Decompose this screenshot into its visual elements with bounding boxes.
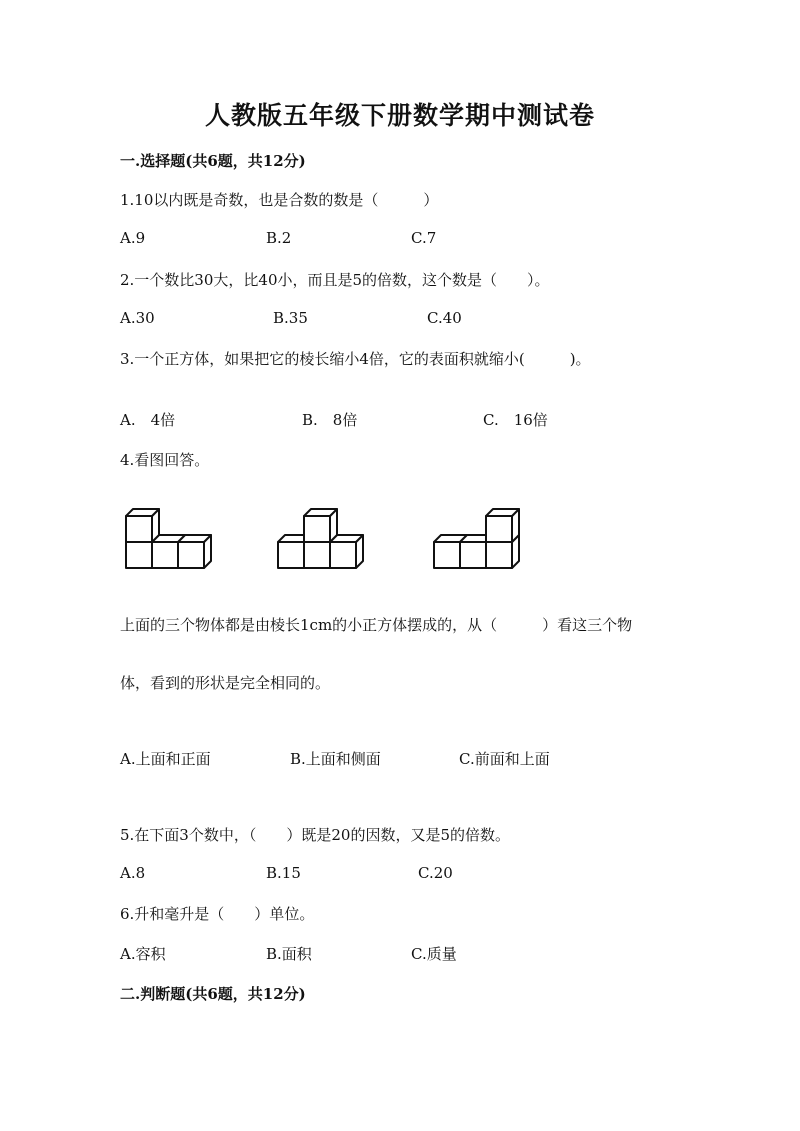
question-3: 3.一个正方体，如果把它的棱长缩小4倍，它的表面积就缩小( )。 — [120, 350, 591, 368]
q5-option-c: C.20 — [418, 864, 453, 882]
q2-option-b: B.35 — [273, 309, 308, 327]
q6-option-a: A.容积 — [120, 945, 166, 963]
page-title: 人教版五年级下册数学期中测试卷 — [204, 101, 595, 130]
question-4-text-line2: 体，看到的形状是完全相同的。 — [120, 674, 331, 692]
cube-figure-1 — [126, 509, 211, 568]
q2-option-c: C.40 — [427, 309, 462, 327]
q6-option-b: B.面积 — [266, 945, 312, 963]
question-6: 6.升和毫升是（ ）单位。 — [120, 905, 315, 923]
cube-figure-3 — [434, 509, 519, 568]
q4-option-a: A.上面和正面 — [120, 750, 211, 768]
section-heading-judgement: 二.判断题(共6题，共12分) — [120, 985, 306, 1003]
question-2: 2.一个数比30大，比40小，而且是5的倍数，这个数是（ ）。 — [120, 271, 550, 289]
question-5: 5.在下面3个数中，（ ）既是20的因数，又是5的倍数。 — [120, 826, 510, 844]
q1-option-b: B.2 — [266, 229, 292, 247]
q1-option-c: C.7 — [411, 229, 437, 247]
q5-option-a: A.8 — [120, 864, 146, 882]
question-1: 1.10以内既是奇数，也是合数的数是（ ） — [120, 191, 439, 209]
cube-figure-2 — [278, 509, 363, 568]
q4-option-c: C.前面和上面 — [459, 750, 550, 768]
cube-figures — [120, 500, 540, 580]
question-4-text-line1: 上面的三个物体都是由棱长1cm的小正方体摆成的，从（ ）看这三个物 — [120, 616, 633, 634]
q3-option-b: B. 8倍 — [302, 411, 358, 429]
q3-option-c: C. 16倍 — [483, 411, 548, 429]
q1-option-a: A.9 — [120, 229, 146, 247]
q4-option-b: B.上面和侧面 — [290, 750, 381, 768]
q3-option-a: A. 4倍 — [120, 411, 176, 429]
q2-option-a: A.30 — [120, 309, 155, 327]
q5-option-b: B.15 — [266, 864, 301, 882]
q6-option-c: C.质量 — [411, 945, 457, 963]
question-4: 4.看图回答。 — [120, 451, 210, 469]
section-heading-choice: 一.选择题(共6题，共12分) — [120, 152, 306, 170]
